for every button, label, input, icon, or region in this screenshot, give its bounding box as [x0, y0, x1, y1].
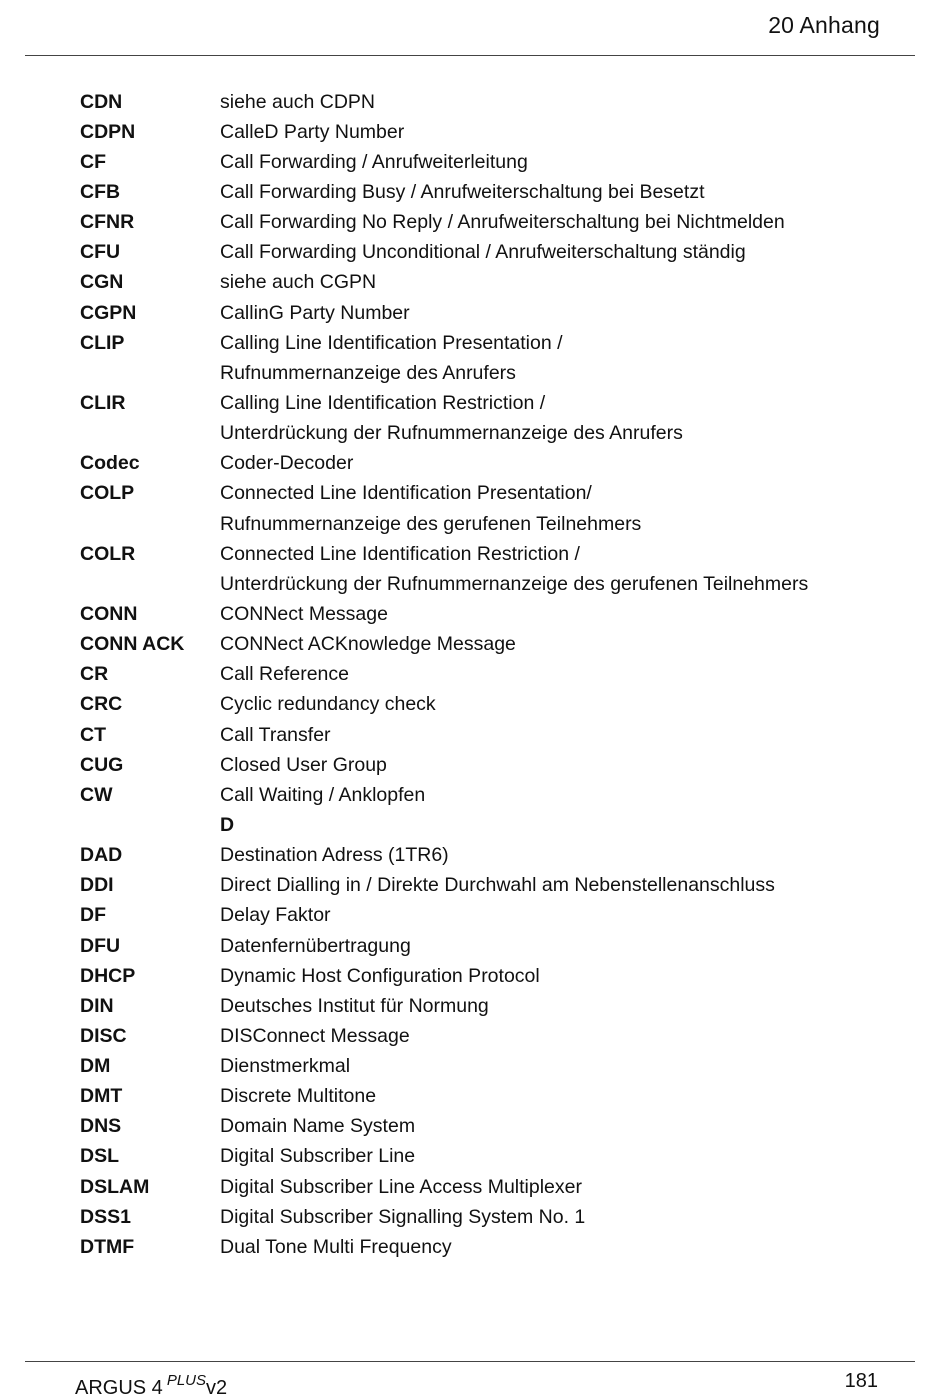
glossary-row: [80, 660, 880, 690]
glossary-row: [80, 177, 880, 207]
glossary-row: [80, 1082, 880, 1112]
glossary-description: CONNect Message: [220, 602, 388, 625]
glossary-term: CLIR: [80, 391, 126, 414]
glossary-term: DISC: [80, 1024, 127, 1047]
glossary-term: CDN: [80, 90, 123, 113]
glossary-term: CDPN: [80, 120, 136, 143]
glossary-description: Rufnummernanzeige des Anrufers: [220, 361, 516, 384]
glossary-description: Discrete Multitone: [220, 1085, 377, 1108]
glossary-term: CFNR: [80, 211, 135, 234]
glossary-row: [80, 1202, 880, 1232]
glossary-description: Call Transfer: [220, 723, 331, 746]
glossary-row: [80, 1232, 880, 1262]
glossary-row: [80, 901, 880, 931]
glossary-description: Call Forwarding Unconditional / Anrufweiterschaltung ständig: [220, 241, 746, 264]
glossary-description: Call Waiting / Anklopfen: [220, 783, 426, 806]
glossary-row: [80, 449, 880, 479]
glossary-description: Calling Line Identification Presentation /: [220, 331, 563, 354]
glossary-description: Destination Adress (1TR6): [220, 844, 449, 867]
glossary-description: CallinG Party Number: [220, 301, 410, 324]
glossary-description: siehe auch CGPN: [220, 271, 377, 294]
glossary-row: [80, 871, 880, 901]
glossary-description: Unterdrückung der Rufnummernanzeige des gerufenen Teilnehmers: [220, 572, 809, 595]
glossary-description: Call Forwarding No Reply / Anrufweiterschaltung bei Nichtmelden: [220, 211, 785, 234]
glossary-description: Cyclic redundancy check: [220, 693, 436, 716]
glossary-term: CGPN: [80, 301, 137, 324]
glossary-description: Coder-Decoder: [220, 452, 354, 475]
glossary-description: Digital Subscriber Signalling System No. 1: [220, 1205, 586, 1228]
glossary-row: [80, 810, 880, 840]
glossary-term: DSS1: [80, 1205, 131, 1228]
glossary-row: [80, 268, 880, 298]
glossary-row: [80, 358, 880, 388]
glossary-term: CT: [80, 723, 106, 746]
glossary-term: CFU: [80, 241, 121, 264]
glossary-row: [80, 1172, 880, 1202]
glossary-row: [80, 539, 880, 569]
glossary-row: [80, 147, 880, 177]
glossary-term: CFB: [80, 180, 121, 203]
section-letter: D: [220, 813, 235, 836]
glossary-row: [80, 569, 880, 599]
glossary-description: CalleD Party Number: [220, 120, 405, 143]
glossary-row: [80, 931, 880, 961]
glossary-description: Call Forwarding Busy / Anrufweiterschaltung bei Besetzt: [220, 180, 705, 203]
glossary-row: [80, 690, 880, 720]
glossary-term: CR: [80, 663, 109, 686]
glossary-row: [80, 630, 880, 660]
glossary-row: [80, 479, 880, 509]
glossary-term: DM: [80, 1055, 111, 1078]
glossary-term: CLIP: [80, 331, 125, 354]
glossary-row: [80, 388, 880, 418]
glossary-description: Calling Line Identification Restriction /: [220, 391, 546, 414]
glossary-description: Digital Subscriber Line Access Multiplexer: [220, 1175, 582, 1198]
glossary-term: CONN: [80, 602, 138, 625]
footer-rule: [25, 1361, 915, 1362]
glossary-term: DIN: [80, 994, 114, 1017]
glossary-row: [80, 1142, 880, 1172]
header-rule: [25, 55, 915, 56]
glossary-description: Dual Tone Multi Frequency: [220, 1235, 452, 1258]
glossary-description: Deutsches Institut für Normung: [220, 994, 489, 1017]
glossary-description: Datenfernübertragung: [220, 934, 411, 957]
page-header-title: 20 Anhang: [768, 12, 880, 38]
glossary-row: [80, 419, 880, 449]
glossary-description: Unterdrückung der Rufnummernanzeige des Anrufers: [220, 422, 683, 445]
glossary-row: [80, 298, 880, 328]
glossary-description: Call Forwarding / Anrufweiterleitung: [220, 150, 528, 173]
footer-product-suffix: v2: [206, 1377, 228, 1399]
glossary-description: Digital Subscriber Line: [220, 1145, 416, 1168]
glossary-row: [80, 599, 880, 629]
glossary-description: Dienstmerkmal: [220, 1055, 351, 1078]
page-number: 181: [844, 1370, 878, 1392]
glossary-row: [80, 750, 880, 780]
glossary-term: DAD: [80, 844, 123, 867]
footer-product: [75, 1372, 227, 1400]
glossary-description: Dynamic Host Configuration Protocol: [220, 964, 540, 987]
glossary-term: DHCP: [80, 964, 136, 987]
glossary-description: CONNect ACKnowledge Message: [220, 633, 516, 656]
glossary-term: DMT: [80, 1085, 123, 1108]
glossary-description: siehe auch CDPN: [220, 90, 375, 113]
glossary-description: DISConnect Message: [220, 1024, 410, 1047]
glossary-row: [80, 1052, 880, 1082]
glossary-row: [80, 328, 880, 358]
glossary-term: DSLAM: [80, 1175, 150, 1198]
glossary-term: CONN ACK: [80, 633, 185, 656]
glossary-list: [80, 87, 880, 1262]
glossary-term: DNS: [80, 1115, 122, 1138]
glossary-row: [80, 1021, 880, 1051]
glossary-row: [80, 238, 880, 268]
glossary-row: [80, 1112, 880, 1142]
glossary-row: [80, 841, 880, 871]
glossary-term: CUG: [80, 753, 124, 776]
glossary-term: DTMF: [80, 1235, 135, 1258]
glossary-description: Direct Dialling in / Direkte Durchwahl am Nebenstellenanschluss: [220, 874, 775, 897]
footer-product-sup: PLUS: [166, 1372, 206, 1389]
glossary-term: Codec: [80, 452, 140, 475]
glossary-description: Domain Name System: [220, 1115, 416, 1138]
footer-product-name: ARGUS 4: [75, 1377, 163, 1399]
glossary-term: CF: [80, 150, 106, 173]
glossary-description: Closed User Group: [220, 753, 387, 776]
glossary-description: Connected Line Identification Restriction /: [220, 542, 580, 565]
glossary-row: [80, 991, 880, 1021]
glossary-term: DF: [80, 904, 106, 927]
glossary-row: [80, 780, 880, 810]
glossary-row: [80, 509, 880, 539]
glossary-row: [80, 720, 880, 750]
glossary-row: [80, 117, 880, 147]
glossary-term: DDI: [80, 874, 114, 897]
glossary-row: [80, 208, 880, 238]
glossary-description: Connected Line Identification Presentation/: [220, 482, 592, 505]
glossary-term: CGN: [80, 271, 124, 294]
glossary-term: CRC: [80, 693, 123, 716]
glossary-term: DFU: [80, 934, 121, 957]
glossary-term: COLP: [80, 482, 135, 505]
glossary-term: CW: [80, 783, 113, 806]
glossary-description: Rufnummernanzeige des gerufenen Teilnehmers: [220, 512, 642, 535]
glossary-description: Call Reference: [220, 663, 349, 686]
glossary-term: DSL: [80, 1145, 119, 1168]
glossary-description: Delay Faktor: [220, 904, 331, 927]
glossary-term: COLR: [80, 542, 136, 565]
glossary-row: [80, 87, 880, 117]
glossary-row: [80, 961, 880, 991]
